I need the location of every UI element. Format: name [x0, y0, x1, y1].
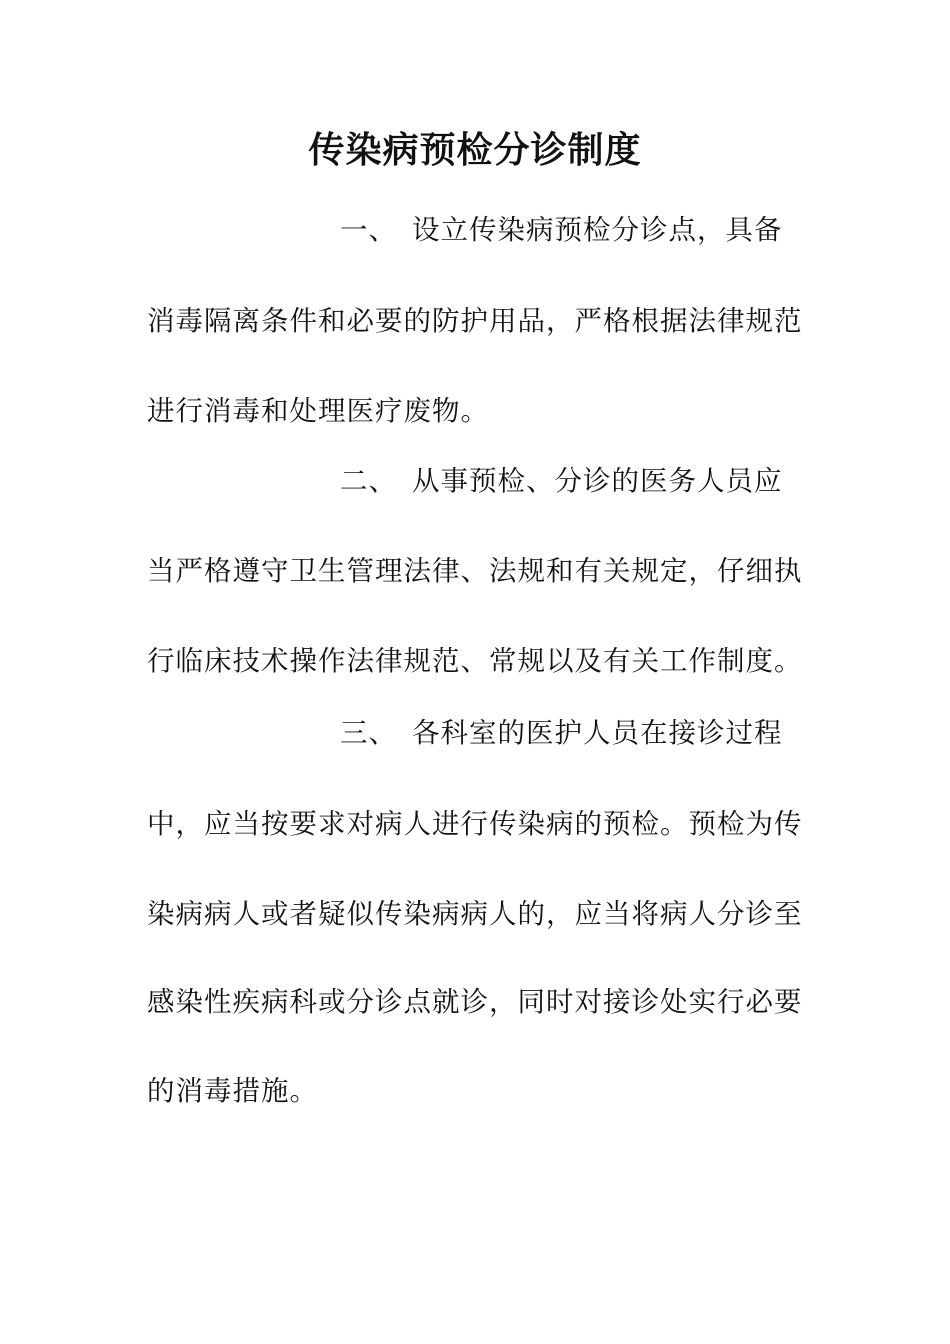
section-3-line-2: 中，应当按要求对病人进行传染病的预检。预检为传 [147, 808, 803, 840]
section-3-first-line [340, 711, 810, 755]
section-1-line-2: 消毒隔离条件和必要的防护用品，严格根据法律规范 [147, 305, 803, 337]
section-3-line-4: 感染性疾病科或分诊点就诊，同时对接诊处实行必要 [147, 986, 803, 1018]
section-3-line-3: 染病病人或者疑似传染病病人的，应当将病人分诊至 [147, 898, 803, 930]
section-2-number: 二、 [340, 465, 397, 497]
section-2-line-1: 从事预检、分诊的医务人员应 [412, 465, 783, 497]
document-title: 传染病预检分诊制度 [308, 130, 642, 171]
section-1-line-3: 进行消毒和处理医疗废物。 [147, 395, 489, 427]
section-1-first-line [340, 208, 810, 252]
section-2-first-line [340, 459, 810, 503]
section-1-line-1: 设立传染病预检分诊点，具备 [412, 214, 783, 246]
section-2-line-2: 当严格遵守卫生管理法律、法规和有关规定，仔细执 [147, 555, 803, 587]
section-2-line-3: 行临床技术操作法律规范、常规以及有关工作制度。 [147, 645, 803, 677]
section-3-line-1: 各科室的医护人员在接诊过程 [412, 717, 783, 749]
section-3-line-5: 的消毒措施。 [147, 1075, 318, 1107]
section-1-number: 一、 [340, 214, 397, 246]
section-3-number: 三、 [340, 717, 397, 749]
